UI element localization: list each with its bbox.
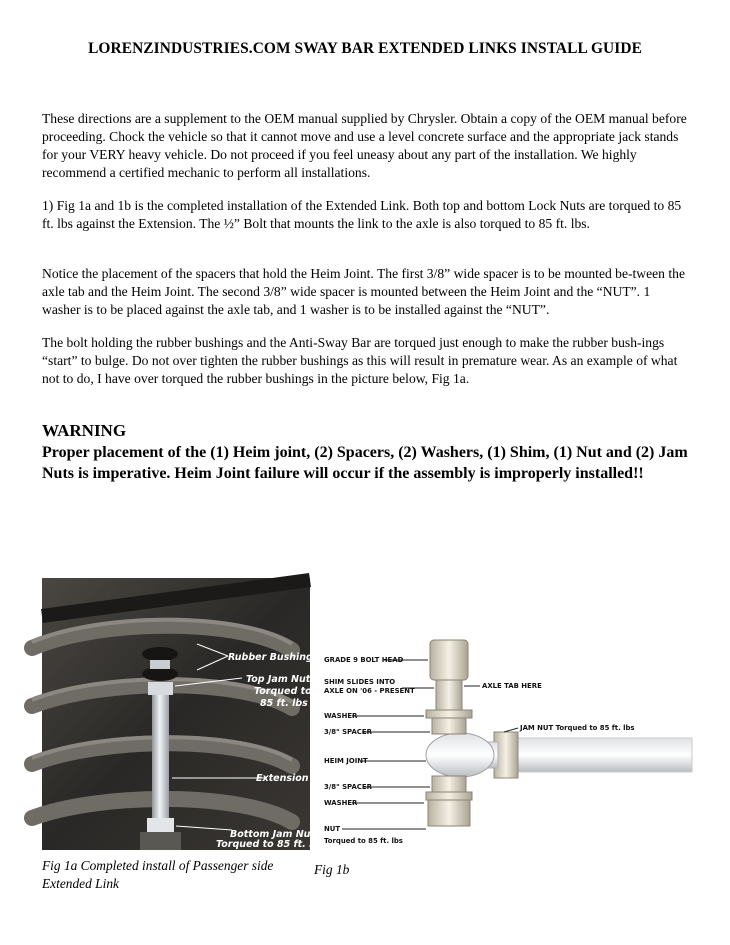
label-spacer-bottom: 3/8" SPACER — [324, 783, 372, 791]
spacer-placement-paragraph: Notice the placement of the spacers that hold the Heim Joint. The first 3/8” wide spacer is to be mounted be-tween the axle tab and the Heim Joint. The second 3/8” wide spacer is mounted between the Heim Joint and the “NUT”. 1 washer is to be placed against the axle tab, and 1 washer is to be installed against the “NUT”. — [42, 266, 685, 317]
label-grade-9-bolt-head: GRADE 9 BOLT HEAD — [324, 656, 404, 664]
label-bottom-jam-nut: Bottom Jam Nut — [230, 829, 315, 840]
intro-paragraph: These directions are a supplement to the OEM manual supplied by Chrysler. Obtain a copy of the OEM manual before proceeding. Chock the vehicle so that it cannot move and use a level concrete surface and the appropriate jack stands for your VERY heavy vehicle. Do not proceed if you feel uneasy about any part of the installation. We highly recommend a certified mechanic to perform all installations. — [42, 111, 687, 180]
label-shim: SHIM SLIDES INTO — [324, 678, 396, 686]
label-nut: NUT — [324, 825, 341, 833]
label-heim-joint: HEIM JOINT — [324, 757, 368, 765]
label-rubber-bushings: Rubber Bushings — [228, 652, 319, 663]
label-bottom-jam-nut-torque: Torqued to 85 ft. lbs — [216, 839, 325, 850]
fig-1a-caption-line-1: Fig 1a Completed install of Passenger side — [42, 858, 274, 873]
label-extension: Extension — [256, 773, 309, 784]
fig-1b-diagram — [318, 630, 692, 852]
label-top-jam-nut-torque: Torqued to — [254, 686, 312, 697]
label-spacer-top: 3/8" SPACER — [324, 728, 372, 736]
fig-1b-caption: Fig 1b — [314, 862, 350, 877]
page-title: LORENZINDUSTRIES.COM SWAY BAR EXTENDED LINKS INSTALL GUIDE — [88, 40, 642, 57]
label-washer-bottom: WASHER — [324, 799, 358, 807]
fig-1a-caption-line-2: Extended Link — [42, 876, 119, 891]
fig-1a-caption — [42, 857, 302, 893]
label-top-jam-nut-value: 85 ft. lbs — [260, 698, 308, 709]
fig-1a-photo — [42, 578, 325, 850]
label-shim-years: AXLE ON '06 - PRESENT — [324, 687, 415, 695]
label-washer-top: WASHER — [324, 712, 358, 720]
bushings-paragraph: The bolt holding the rubber bushings and the Anti-Sway Bar are torqued just enough to make the rubber bush-ings “start” to bulge. Do not over tighten the rubber bushings as this will result in premature wear. As an example of what not to do, I have over torqued the rubber bushings in the picture below, Fig 1a. — [42, 335, 678, 386]
label-axle-tab: AXLE TAB HERE — [482, 682, 542, 690]
label-top-jam-nut: Top Jam Nut — [246, 674, 311, 685]
step-1-paragraph: 1) Fig 1a and 1b is the completed installation of the Extended Link. Both top and bottom Lock Nuts are torqued to 85 ft. lbs against the Extension. The ½” Bolt that mounts the link to the axle is also torqued to 85 ft. lbs. — [42, 198, 682, 231]
label-jam-nut: JAM NUT Torqued to 85 ft. lbs — [520, 724, 635, 732]
warning-body: Proper placement of the (1) Heim joint, (2) Spacers, (2) Washers, (1) Shim, (1) Nut and (2) Jam Nuts is imperative. Heim Joint failure will occur if the assembly is improperly installed!! — [42, 444, 688, 482]
warning-heading: WARNING — [42, 421, 127, 440]
label-nut-torque: Torqued to 85 ft. lbs — [324, 837, 403, 845]
